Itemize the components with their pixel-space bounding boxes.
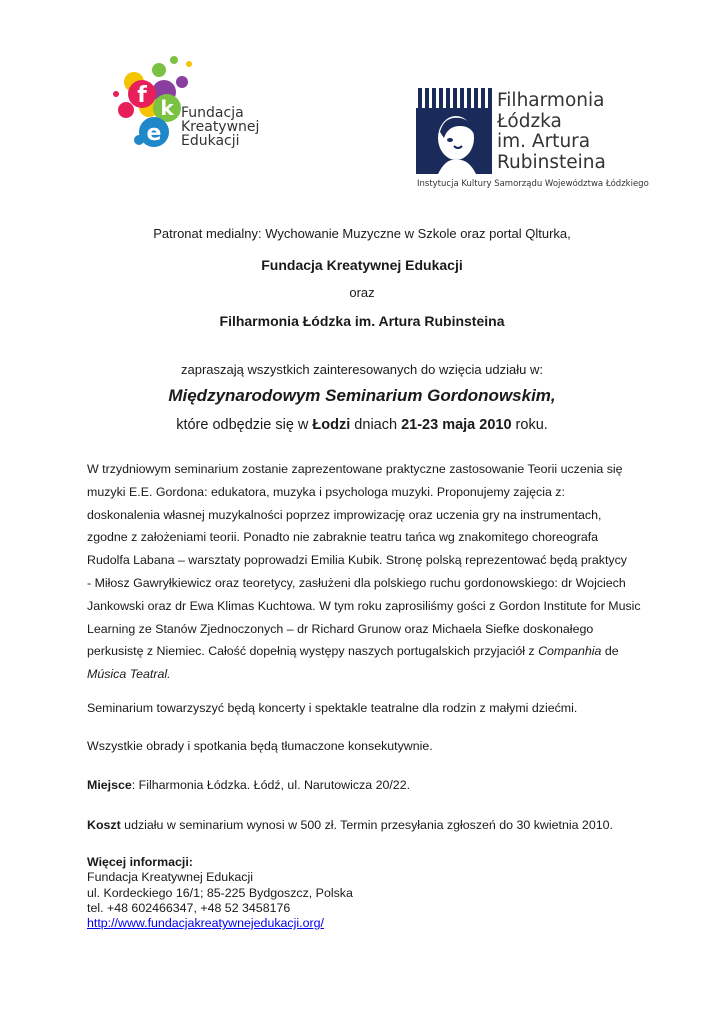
- description-line: Learning ze Stanów Zjednoczonych – dr Richard Grunow oraz Michaela Siefke doskonałego: [87, 621, 594, 636]
- cost-label: Koszt: [87, 818, 121, 832]
- description-text: perkusistę z Niemiec. Całość dopełnią występy naszych portugalskich przyjaciół z: [87, 644, 539, 659]
- filharmonia-logo-text: [497, 91, 606, 173]
- description-line: [87, 640, 647, 663]
- contact-line: Fundacja Kreatywnej Edukacji: [87, 870, 253, 885]
- cost-value: udziału w seminarium wynosi w 500 zł. Termin przesyłania zgłoszeń do 30 kwietnia 2010.: [120, 818, 613, 832]
- description-line: muzyki E.E. Gordona: edukatora, muzyka i psychologa muzyki. Proponujemy zajęcia z:: [87, 484, 565, 499]
- filharmonia-subtitle: Instytucja Kultury Samorządu Województwa Łódzkiego: [417, 179, 649, 189]
- description-line: - Miłosz Gawryłkiewicz oraz teoretycy, zasłużeni dla polskiego ruchu gordonowskiego: dr Wojciech: [87, 575, 626, 590]
- date-text: dniach: [350, 417, 402, 433]
- description-text: de: [601, 644, 619, 659]
- filharmonia-logo-line: Filharmonia: [497, 90, 605, 111]
- seminar-description: [87, 458, 647, 686]
- fke-letter-k: k: [160, 96, 174, 120]
- organizer-fke: Fundacja Kreatywnej Edukacji: [261, 257, 463, 273]
- filharmonia-logo-line: Rubinsteina: [497, 151, 606, 173]
- fke-logo-line: Edukacji: [181, 133, 240, 149]
- contact-heading-text: Więcej informacji:: [87, 855, 193, 869]
- description-line: doskonalenia własnej muzykalności poprzez improwizację oraz uczenia gry na instrumentach,: [87, 507, 602, 522]
- cost-paragraph: [87, 818, 647, 832]
- place-label: Miejsce: [87, 778, 132, 792]
- website-link[interactable]: http://www.fundacjakreatywnejedukacji.org/: [87, 916, 324, 931]
- fke-letter-e: e: [146, 121, 162, 146]
- contact-line: ul. Kordeckiego 16/1; 85-225 Bydgoszcz, Polska: [87, 885, 353, 900]
- place-paragraph: [87, 778, 647, 792]
- fke-letter-f: f: [137, 83, 147, 108]
- filharmonia-logo-line: Łódzka: [497, 110, 562, 132]
- seminar-date-line: [0, 417, 724, 433]
- translation-paragraph: Wszystkie obrady i spotkania będą tłumaczone konsekutywnie.: [87, 739, 433, 753]
- filharmonia-logo-line: im. Artura: [497, 131, 591, 152]
- contact-heading: [87, 855, 647, 870]
- media-patronage: Patronat medialny: Wychowanie Muzyczne w Szkole oraz portal Qlturka,: [153, 226, 571, 241]
- fke-logo-text: [181, 106, 259, 148]
- place-value: : Filharmonia Łódzka. Łódź, ul. Narutowicza 20/22.: [131, 778, 411, 792]
- description-line: [87, 663, 647, 686]
- date-text: które odbędzie się w: [176, 417, 313, 433]
- contact-info: [87, 855, 647, 931]
- description-line: zgodne z założeniami teorii. Ponadto nie zabraknie teatru tańca wg znakomitego choreografa: [87, 530, 599, 545]
- concerts-paragraph: Seminarium towarzyszyć będą koncerty i spektakle teatralne dla rodzin z małymi dziećmi.: [87, 701, 578, 715]
- contact-line: tel. +48 602466347, +48 52 3458176: [87, 900, 291, 915]
- description-line: Rudolfa Labana – warsztaty poprowadzi Emilia Kubik. Stronę polską reprezentować będą praktycy: [87, 553, 627, 568]
- ensemble-name: Companhia: [538, 644, 602, 659]
- date-dates: 21-23 maja 2010: [401, 417, 512, 433]
- conjunction-oraz: oraz: [349, 285, 375, 300]
- ensemble-name-cont: Música Teatral.: [87, 667, 171, 682]
- invitation-line: zapraszają wszystkich zainteresowanych do wzięcia udziału w:: [181, 362, 543, 377]
- fke-logo-line: Kreatywnej: [181, 119, 260, 135]
- date-city: Łodzi: [312, 417, 351, 433]
- seminar-title: Międzynarodowym Seminarium Gordonowskim,: [168, 386, 556, 405]
- contact-link-row: [87, 916, 647, 931]
- date-text: roku.: [511, 417, 548, 433]
- fke-logo-line: Fundacja: [181, 105, 244, 121]
- description-line: Jankowski oraz dr Ewa Klimas Kuchtowa. W tym roku zaprosiliśmy gości z Gordon Institute for Music: [87, 598, 641, 613]
- organizer-filharmonia: Filharmonia Łódzka im. Artura Rubinsteina: [219, 313, 505, 329]
- description-line: W trzydniowym seminarium zostanie zaprezentowane praktyczne zastosowanie Teorii uczenia się: [87, 462, 623, 476]
- filharmonia-logo: [416, 88, 492, 174]
